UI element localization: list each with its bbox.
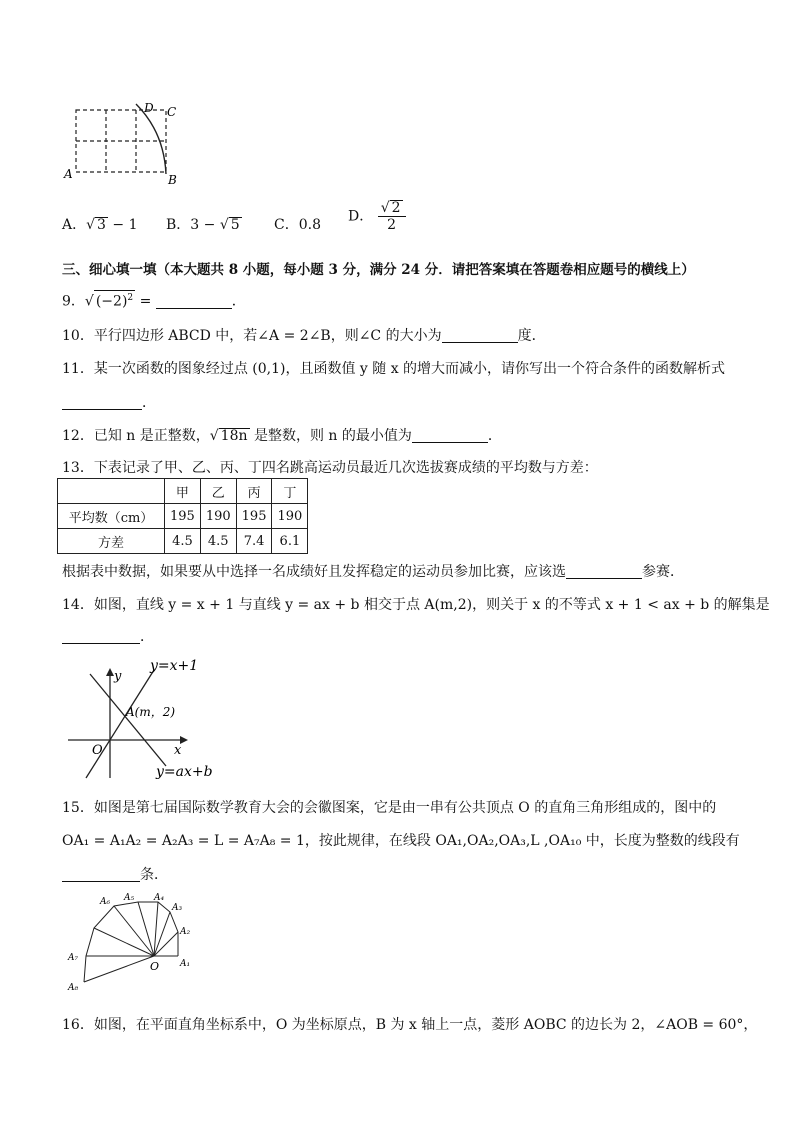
- question-16: 16．如图，在平面直角坐标系中，O 为坐标原点，B 为 x 轴上一点，菱形 AOBC 的边长为 2，∠AOB = 60°，: [62, 1017, 758, 1033]
- answer-blank-11: [62, 395, 142, 410]
- choice-a: A．√ 3 − 1: [62, 217, 138, 233]
- score-table: [57, 478, 308, 554]
- choice-b: B．3 − √ 5: [166, 217, 240, 233]
- question-11-answer: ．: [62, 392, 156, 412]
- point-label-a4: A₄: [154, 893, 165, 903]
- question-10: 10．平行四边形 ABCD 中，若∠A = 2∠B，则∠C 的大小为 度．: [62, 328, 546, 344]
- question-12: 12．已知 n 是正整数，√ 18n 是整数，则 n 的最小值为 ．: [62, 428, 502, 444]
- point-label-a: A(m，2): [126, 705, 176, 719]
- question-14-answer: ．: [62, 626, 154, 646]
- point-label-a5: A₅: [124, 893, 135, 903]
- origin-label: O: [92, 743, 103, 758]
- point-label-a7: A₇: [68, 953, 79, 963]
- point-label-a6: A₆: [100, 897, 111, 907]
- point-label-a1: A₁: [180, 959, 191, 969]
- answer-blank-15: [62, 867, 140, 882]
- label-c: C: [167, 105, 177, 119]
- line-label-1: y=x+1: [150, 658, 199, 674]
- label-d: D: [144, 101, 154, 115]
- answer-blank-9: [156, 294, 232, 309]
- origin-label: O: [150, 960, 160, 973]
- grid-arc-figure: [60, 96, 190, 188]
- point-label-a8: A₈: [68, 983, 79, 993]
- question-13-intro: 13．下表记录了甲、乙、丙、丁四名跳高运动员最近几次选拔赛成绩的平均数与方差：: [62, 460, 598, 476]
- point-label-a2: A₂: [180, 927, 191, 937]
- table-row: 方差 4.5 4.5 7.4 6.1: [58, 529, 308, 554]
- point-label-a3: A₃: [172, 903, 183, 913]
- line-label-2: y=ax+b: [156, 764, 213, 780]
- section-heading: 三、细心填一填（本大题共 8 小题，每小题 3 分，满分 24 分．请把答案填在答题卷相应题号的横线上）: [62, 262, 695, 278]
- answer-blank-12: [412, 428, 488, 443]
- answer-blank-10: [442, 328, 518, 343]
- answer-blank-13: [566, 564, 642, 579]
- label-b: B: [168, 173, 177, 187]
- axis-label-x: x: [174, 743, 182, 758]
- answer-blank-14: [62, 629, 140, 644]
- question-13-after: 根据表中数据，如果要从中选择一名成绩好且发挥稳定的运动员参加比赛，应该选 参赛．: [62, 564, 684, 580]
- table-header-row: 甲 乙 丙 丁: [58, 479, 308, 504]
- question-14: 14．如图，直线 y = x + 1 与直线 y = ax + b 相交于点 A(m,2)，则关于 x 的不等式 x + 1 < ax + b 的解集是: [62, 597, 770, 613]
- question-15-line1: 15．如图是第七届国际数学教育大会的会徽图案，它是由一串有公共顶点 O 的直角三角形组成的，图中的: [62, 800, 717, 816]
- choice-d: D． $\frac{√ 2}{2}$: [348, 200, 406, 233]
- question-15-answer: 条．: [62, 864, 168, 884]
- question-15-line2: OA₁ = A₁A₂ = A₂A₃ = L = A₇A₈ = 1，按此规律，在线段 OA₁,OA₂,OA₃,L ,OA₁₀ 中，长度为整数的线段有: [62, 833, 740, 849]
- question-11: 11．某一次函数的图象经过点 (0,1)，且函数值 y 随 x 的增大而减小，请你写出一个符合条件的函数解析式: [62, 361, 726, 377]
- spiral-triangles-figure: [60, 890, 210, 1002]
- axis-label-y: y: [114, 669, 122, 684]
- line-intersection-figure: [62, 652, 242, 784]
- question-9: 9．√ $(-2)^2$ = ．: [62, 290, 246, 311]
- label-a: A: [64, 167, 73, 181]
- choice-c: C．0.8: [274, 217, 321, 233]
- table-row: 平均数（cm） 195 190 195 190: [58, 504, 308, 529]
